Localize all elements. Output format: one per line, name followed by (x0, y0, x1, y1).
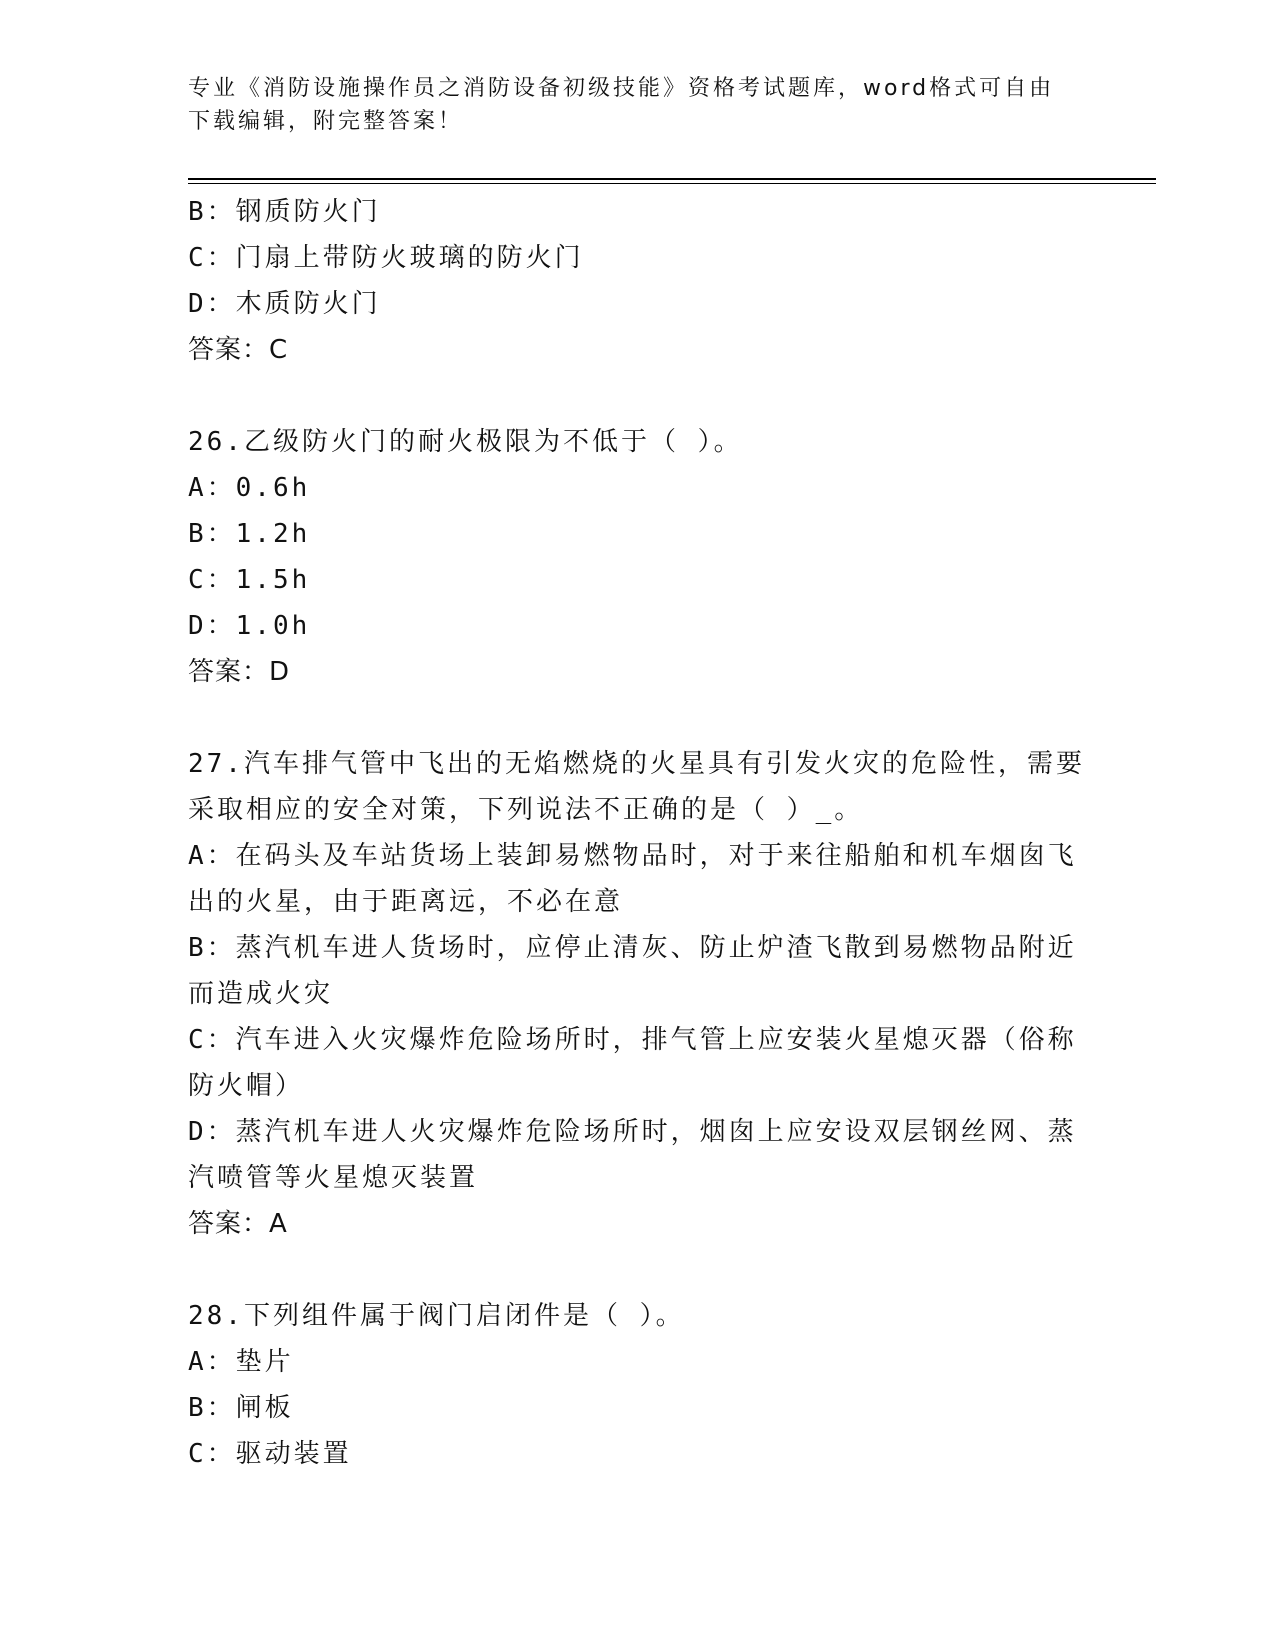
question-text: 28.下列组件属于阀门启闭件是（ ）。 (188, 1301, 685, 1331)
option-a: A：垫片 (188, 1347, 294, 1377)
option-c: C：驱动装置 (188, 1439, 352, 1469)
spacer (188, 373, 1088, 419)
header-rule-thin (188, 183, 1156, 184)
option-b: B：闸板 (188, 1393, 294, 1423)
option-b: B：钢质防火门 (188, 197, 381, 227)
spacer (188, 1247, 1088, 1293)
spacer (188, 695, 1088, 741)
option-b: B：蒸汽机车进人货场时，应停止清灰、防止炉渣飞散到易燃物品附近而造成火灾 (188, 933, 1077, 1009)
option-c: C：门扇上带防火玻璃的防火门 (188, 243, 584, 273)
option-d: D：木质防火门 (188, 289, 381, 319)
question-26 (188, 419, 1088, 695)
question-27 (188, 741, 1088, 1247)
answer-line: 答案：D (188, 657, 291, 687)
answer-line: 答案：C (188, 335, 289, 365)
option-d: D：蒸汽机车进人火灾爆炸危险场所时，烟囱上应安设双层钢丝网、蒸汽喷管等火星熄灭装置 (188, 1117, 1077, 1193)
question-28 (188, 1293, 1088, 1477)
option-b: B：1.2h (188, 519, 311, 549)
option-a: A：在码头及车站货场上装卸易燃物品时，对于来往船舶和机车烟囱飞出的火星，由于距离远，不必在意 (188, 841, 1077, 917)
answer-line: 答案：A (188, 1209, 288, 1239)
option-d: D：1.0h (188, 611, 311, 641)
question-25-tail (188, 189, 1088, 373)
document-header: 专业《消防设施操作员之消防设备初级技能》资格考试题库，word格式可自由下载编辑，附完整答案！ (188, 76, 1055, 134)
option-c: C：1.5h (188, 565, 311, 595)
header-rule-thick (188, 178, 1156, 180)
question-text: 26.乙级防火门的耐火极限为不低于（ ）。 (188, 427, 743, 457)
option-c: C：汽车进入火灾爆炸危险场所时，排气管上应安装火星熄灭器（俗称防火帽） (188, 1025, 1077, 1101)
option-a: A：0.6h (188, 473, 311, 503)
question-list (188, 189, 1088, 1477)
question-text: 27.汽车排气管中飞出的无焰燃烧的火星具有引发火灾的危险性，需要采取相应的安全对策，下列说法不正确的是（ ）_。 (188, 749, 1085, 825)
